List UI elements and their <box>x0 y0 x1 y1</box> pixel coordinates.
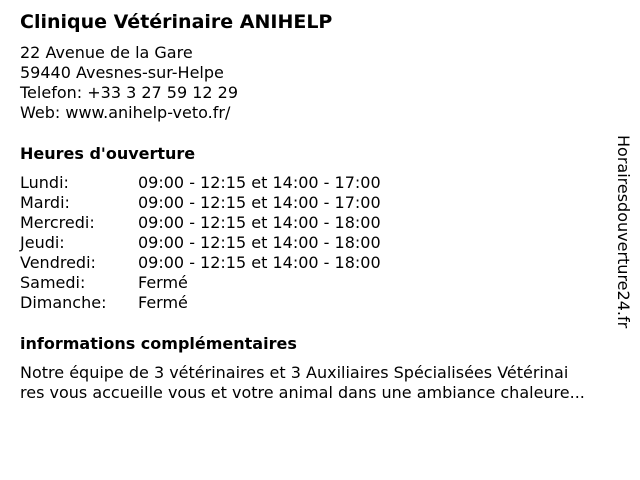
info-text-line: res vous accueille vous et votre animal dans une ambiance chaleure... <box>20 383 585 402</box>
day-hours: 09:00 - 12:15 et 14:00 - 18:00 <box>138 233 381 252</box>
day-hours: 09:00 - 12:15 et 14:00 - 17:00 <box>138 173 381 192</box>
address-block <box>20 43 620 123</box>
hours-row-saturday <box>20 273 381 293</box>
info-text-line: Notre équipe de 3 vétérinaires et 3 Auxiliaires Spécialisées Vétérinai <box>20 363 569 382</box>
clinic-card <box>20 0 620 402</box>
day-label: Lundi: <box>20 173 69 192</box>
watermark-text: Horairesdouverture24.fr <box>614 135 633 329</box>
day-label: Jeudi: <box>20 233 65 252</box>
hours-row-friday <box>20 253 381 273</box>
hours-row-monday <box>20 173 381 193</box>
info-heading: informations complémentaires <box>20 334 297 353</box>
day-hours: Fermé <box>138 273 188 292</box>
hours-row-sunday <box>20 293 381 313</box>
day-label: Mercredi: <box>20 213 95 232</box>
day-label: Vendredi: <box>20 253 96 272</box>
hours-table <box>20 173 381 313</box>
info-text <box>20 363 622 403</box>
hours-row-thursday <box>20 233 381 253</box>
hours-row-wednesday <box>20 213 381 233</box>
day-hours: 09:00 - 12:15 et 14:00 - 18:00 <box>138 253 381 272</box>
day-hours: 09:00 - 12:15 et 14:00 - 17:00 <box>138 193 381 212</box>
address-city: 59440 Avesnes-sur-Helpe <box>20 63 224 82</box>
hours-heading: Heures d'ouverture <box>20 144 196 163</box>
day-label: Samedi: <box>20 273 86 292</box>
hours-row-tuesday <box>20 193 381 213</box>
day-hours: Fermé <box>138 293 188 312</box>
day-label: Mardi: <box>20 193 70 212</box>
phone-number: Telefon: +33 3 27 59 12 29 <box>20 83 239 102</box>
clinic-name: Clinique Vétérinaire ANIHELP <box>20 11 333 33</box>
day-label: Dimanche: <box>20 293 107 312</box>
website-link[interactable]: Web: www.anihelp-veto.fr/ <box>20 103 231 122</box>
address-street: 22 Avenue de la Gare <box>20 43 193 62</box>
day-hours: 09:00 - 12:15 et 14:00 - 18:00 <box>138 213 381 232</box>
